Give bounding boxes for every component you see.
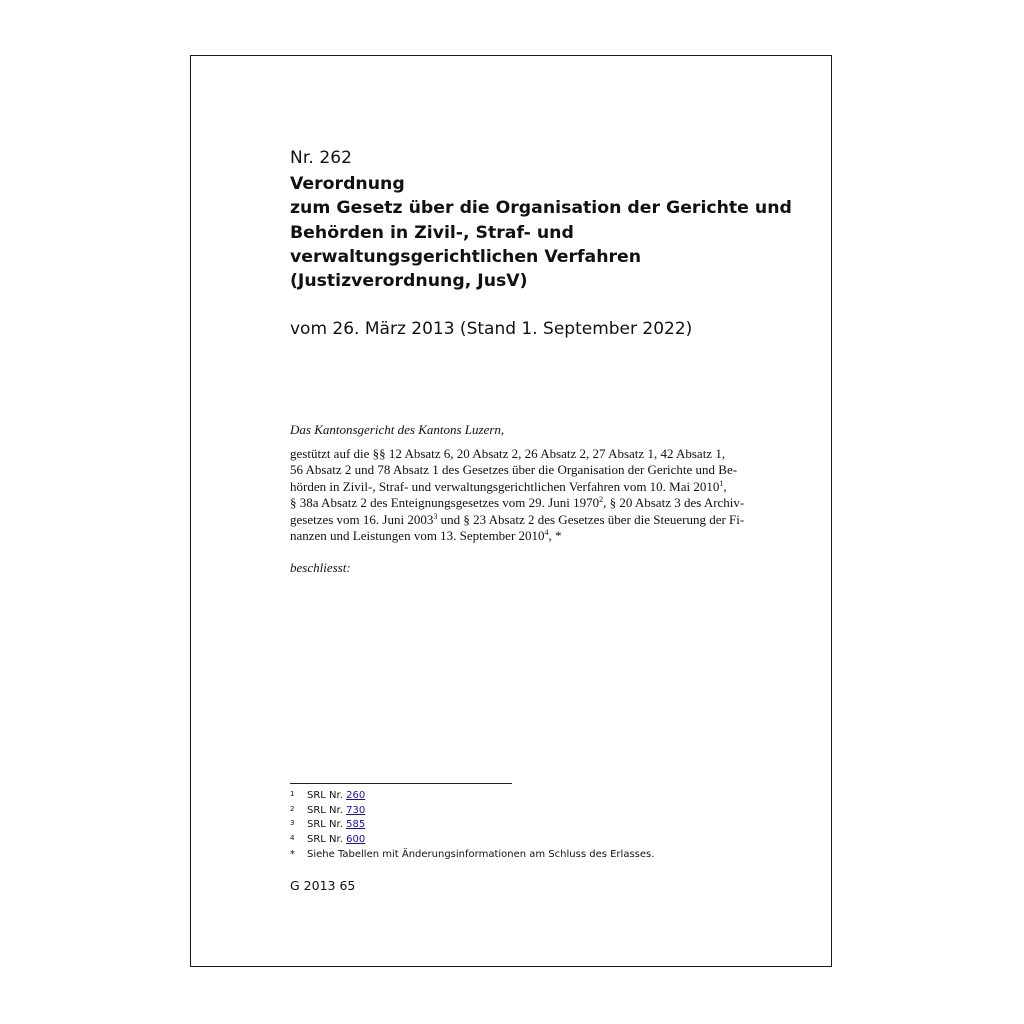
- decides-line: beschliesst:: [290, 560, 351, 575]
- title-line: zum Gesetz über die Organisation der Gerichte und: [290, 198, 792, 219]
- footnote-link[interactable]: 730: [346, 804, 366, 816]
- law-number: Nr. 262: [290, 148, 353, 168]
- title-line: Verordnung: [290, 174, 405, 194]
- preamble-line: gestützt auf die §§ 12 Absatz 6, 20 Absatz 2, 26 Absatz 2, 27 Absatz 1, 42 Absatz 1,: [290, 446, 726, 461]
- footnote-mark: 3: [290, 819, 295, 828]
- footnote-item: [290, 789, 654, 804]
- date-line: vom 26. März 2013 (Stand 1. September 2022): [290, 319, 693, 339]
- footnote-item: [290, 804, 654, 819]
- footnote-ref[interactable]: 4: [544, 528, 549, 538]
- document-code: G 2013 65: [290, 878, 356, 893]
- law-title: [290, 172, 810, 293]
- footnote-item: [290, 833, 654, 848]
- footnote-text: Siehe Tabellen mit Änderungsinformationen am Schluss des Erlasses.: [307, 848, 655, 860]
- document-page: [190, 55, 832, 967]
- footnote-prefix: SRL Nr.: [307, 790, 343, 801]
- title-line: verwaltungsgerichtlichen Verfahren: [290, 246, 642, 267]
- issuer-line: Das Kantonsgericht des Kantons Luzern,: [290, 422, 505, 437]
- footnote-link[interactable]: 600: [346, 834, 366, 846]
- preamble-line: [290, 479, 780, 495]
- preamble-line: [290, 512, 780, 528]
- footnote-mark: *: [290, 848, 295, 860]
- footnote-prefix: SRL Nr.: [307, 834, 343, 846]
- preamble-line: [290, 528, 780, 544]
- preamble-text: gesetzes vom 16. Juni 2003: [290, 511, 434, 527]
- footnote-prefix: SRL Nr.: [307, 819, 343, 831]
- preamble-text: § 38a Absatz 2 des Enteignungsgesetzes vom 29. Juni 1970: [290, 495, 600, 511]
- title-line: Behörden in Zivil-, Straf- und: [290, 222, 574, 243]
- preamble-text: und § 23 Absatz 2 des Gesetzes über die Steuerung der Fi-: [437, 511, 745, 527]
- footnote-item: [290, 848, 654, 863]
- preamble-line: 56 Absatz 2 und 78 Absatz 1 des Gesetzes über die Organisation der Gerichte und Be-: [290, 462, 738, 478]
- footnote-mark: 4: [290, 834, 295, 843]
- title-line: (Justizverordnung, JusV): [290, 271, 528, 292]
- footnote-link[interactable]: 260: [346, 790, 366, 801]
- preamble-text: , *: [548, 528, 562, 544]
- preamble-text: hörden in Zivil-, Straf- und verwaltungsgerichtlichen Verfahren vom 10. Mai 2010: [290, 478, 720, 494]
- footnote-ref[interactable]: 2: [599, 495, 604, 505]
- preamble-line: [290, 495, 780, 511]
- footnote-item: [290, 818, 654, 833]
- preamble-text: ,: [723, 478, 727, 494]
- preamble-text: , § 20 Absatz 3 des Archiv-: [603, 495, 745, 511]
- footnote-link[interactable]: 585: [346, 819, 366, 831]
- preamble-text: nanzen und Leistungen vom 13. September 2010: [290, 528, 545, 544]
- footnote-ref[interactable]: 1: [719, 478, 724, 488]
- preamble: [290, 446, 780, 544]
- footnotes: [290, 789, 654, 863]
- footnote-mark: 2: [290, 804, 295, 813]
- footnote-divider: [290, 783, 512, 784]
- footnote-mark: 1: [290, 790, 295, 798]
- footnote-prefix: SRL Nr.: [307, 804, 343, 816]
- footnote-ref[interactable]: 3: [433, 511, 438, 521]
